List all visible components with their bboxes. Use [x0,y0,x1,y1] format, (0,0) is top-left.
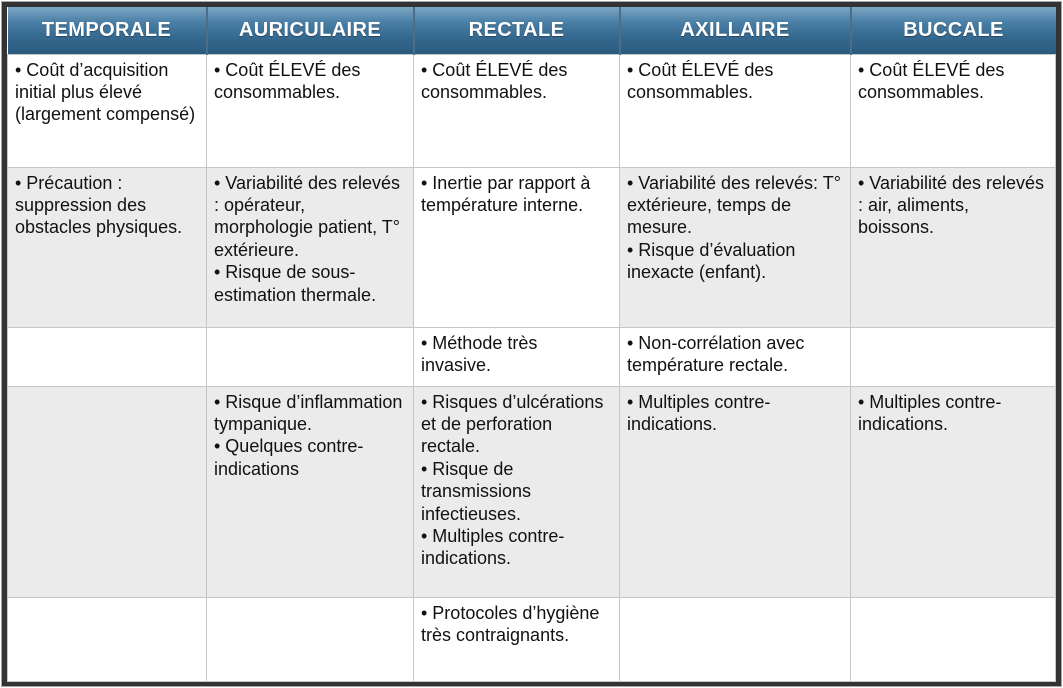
table-row [8,597,1056,681]
cell-rectale-row1 [414,54,620,167]
bullet-item: • Risque d’évaluation inexacte (enfant). [627,239,796,283]
cell-rectale-row2 [414,167,620,327]
bullet-item: • Précaution : suppression des obstacles physiques. [15,172,183,238]
bullet-item: • Multiples contre-indications. [858,391,1002,434]
bullet-item: • Risque de transmissions infectieuses. [421,458,532,524]
bullet-item: • Méthode très invasive. [421,332,538,375]
bullet-item: • Variabilité des relevés : air, aliments, boissons. [858,172,1045,238]
cell-axillaire-row3 [620,327,851,386]
cell-axillaire-row5 [620,597,851,681]
table-row [8,54,1056,167]
cell-temporale-row1 [8,54,207,167]
bullet-item: • Inertie par rapport à température interne. [421,172,591,215]
column-header-temporale: TEMPORALE [8,7,207,54]
cell-auriculaire-row2 [207,167,414,327]
cell-auriculaire-row5 [207,597,414,681]
cell-buccale-row3 [851,327,1056,386]
cell-buccale-row1 [851,54,1056,167]
table-row [8,167,1056,327]
bullet-item: • Variabilité des relevés: T° extérieure, temps de mesure. [627,172,841,238]
bullet-item: • Multiples contre-indications. [421,525,565,569]
column-header-axillaire: AXILLAIRE [620,7,851,54]
column-header-rectale: RECTALE [414,7,620,54]
cell-axillaire-row1 [620,54,851,167]
cell-buccale-row5 [851,597,1056,681]
bullet-item: • Variabilité des relevés : opérateur, morphologie patient, T° extérieure. [214,172,401,260]
comparison-table-frame [2,2,1061,686]
cell-temporale-row2 [8,167,207,327]
bullet-item: • Coût ÉLEVÉ des consommables. [214,59,361,102]
column-header-buccale: BUCCALE [851,7,1056,54]
cell-temporale-row5 [8,597,207,681]
cell-axillaire-row4 [620,386,851,597]
cell-temporale-row3 [8,327,207,386]
bullet-item: • Risques d’ulcérations et de perforation rectale. [421,391,604,457]
bullet-item: • Protocoles d’hygiène très contraignants. [421,602,600,645]
bullet-item: • Coût d’acquisition initial plus élevé (largement compensé) [15,59,196,125]
cell-rectale-row3 [414,327,620,386]
cell-axillaire-row2 [620,167,851,327]
header-row [8,7,1056,54]
bullet-item: • Coût ÉLEVÉ des consommables. [627,59,774,102]
cell-auriculaire-row3 [207,327,414,386]
column-header-auriculaire: AURICULAIRE [207,7,414,54]
bullet-item: • Non-corrélation avec température rectale. [627,332,805,375]
table-row [8,327,1056,386]
cell-rectale-row4 [414,386,620,597]
bullet-item: • Coût ÉLEVÉ des consommables. [858,59,1005,102]
temperature-methods-comparison-table [7,7,1056,682]
table-row [8,386,1056,597]
bullet-item: • Quelques contre-indications [214,436,364,479]
bullet-item: • Multiples contre-indications. [627,391,771,434]
cell-auriculaire-row1 [207,54,414,167]
cell-rectale-row5 [414,597,620,681]
cell-buccale-row2 [851,167,1056,327]
bullet-item: • Risque de sous-estimation thermale. [214,262,377,305]
bullet-item: • Risque d’inflammation tympanique. [214,391,403,434]
cell-buccale-row4 [851,386,1056,597]
cell-temporale-row4 [8,386,207,597]
cell-auriculaire-row4 [207,386,414,597]
bullet-item: • Coût ÉLEVÉ des consommables. [421,59,568,102]
